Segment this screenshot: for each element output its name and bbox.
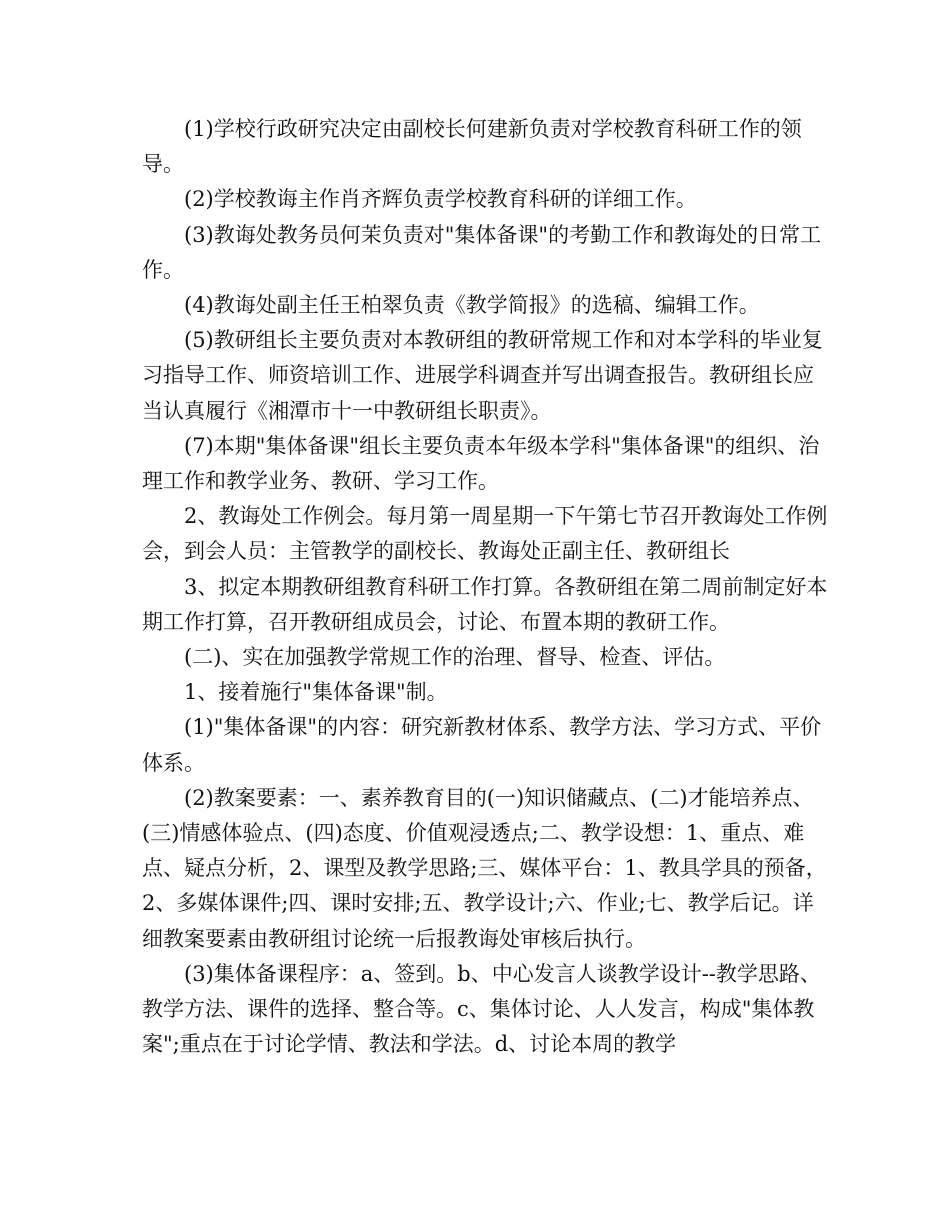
paragraph-4: (4)教诲处副主任王柏翠负责《教学简报》的选稿、编辑工作。 — [184, 293, 760, 318]
paragraph-7: 2、教诲处工作例会。每月第一周星期一下午第七节召开教诲处工作例会，到会人员：主管教学的副校长、教诲处正副主任、教研组长 — [142, 504, 828, 564]
paragraph-6: (7)本期"集体备课"组长主要负责本年级本学科"集体备课"的组织、治理工作和教学业务、教研、学习工作。 — [142, 433, 820, 494]
paragraph-10: 1、接着施行"集体备课"制。 — [184, 680, 448, 705]
paragraph-2: (2)学校教诲主作肖齐辉负责学校教育科研的详细工作。 — [184, 187, 697, 212]
paragraph-3: (3)教诲处教务员何茉负责对"集体备课"的考勤工作和教诲处的日常工作。 — [142, 222, 822, 282]
paragraph-13: (3)集体备课程序：a、签到。b、中心发言人谈教学设计--教学思路、教学方法、课件的选择、整合等。c、集体讨论、人人发言，构成"集体教案";重点在于讨论学情、教法和学法。d、讨论本周的教学 — [142, 961, 821, 1057]
paragraph-9: (二)、实在加强教学常规工作的治理、督导、检查、评估。 — [184, 645, 726, 670]
paragraph-8: 3、拟定本期教研组教育科研工作打算。各教研组在第二周前制定好本期工作打算，召开教研组成员会，讨论、布置本期的教研工作。 — [142, 574, 828, 634]
paragraph-12: (2)教案要素：一、素养教育目的(一)知识储藏点、(二)才能培养点、(三)情感体验点、(四)态度、价值观浸透点;二、教学设想：1、重点、难点、疑点分析，2、课型及教学思路;三、媒体平台：1、教具学具的预备，2、多媒体课件;四、课时安排;五、教学设计;六、作业;七、教学后记。详细教案要素由教研组讨论统一后报教诲处审核后执行。 — [142, 785, 827, 951]
paragraph-5: (5)教研组长主要负责对本教研组的教研常规工作和对本学科的毕业复习指导工作、师资培训工作、进展学科调查并写出调查报告。教研组长应当认真履行《湘潭市十一中教研组长职责》。 — [142, 328, 823, 423]
paragraph-11: (1)"集体备课"的内容：研究新教材体系、教学方法、学习方式、平价体系。 — [142, 715, 822, 775]
paragraph-1: (1)学校行政研究决定由副校长何建新负责对学校教育科研工作的领导。 — [142, 117, 802, 177]
